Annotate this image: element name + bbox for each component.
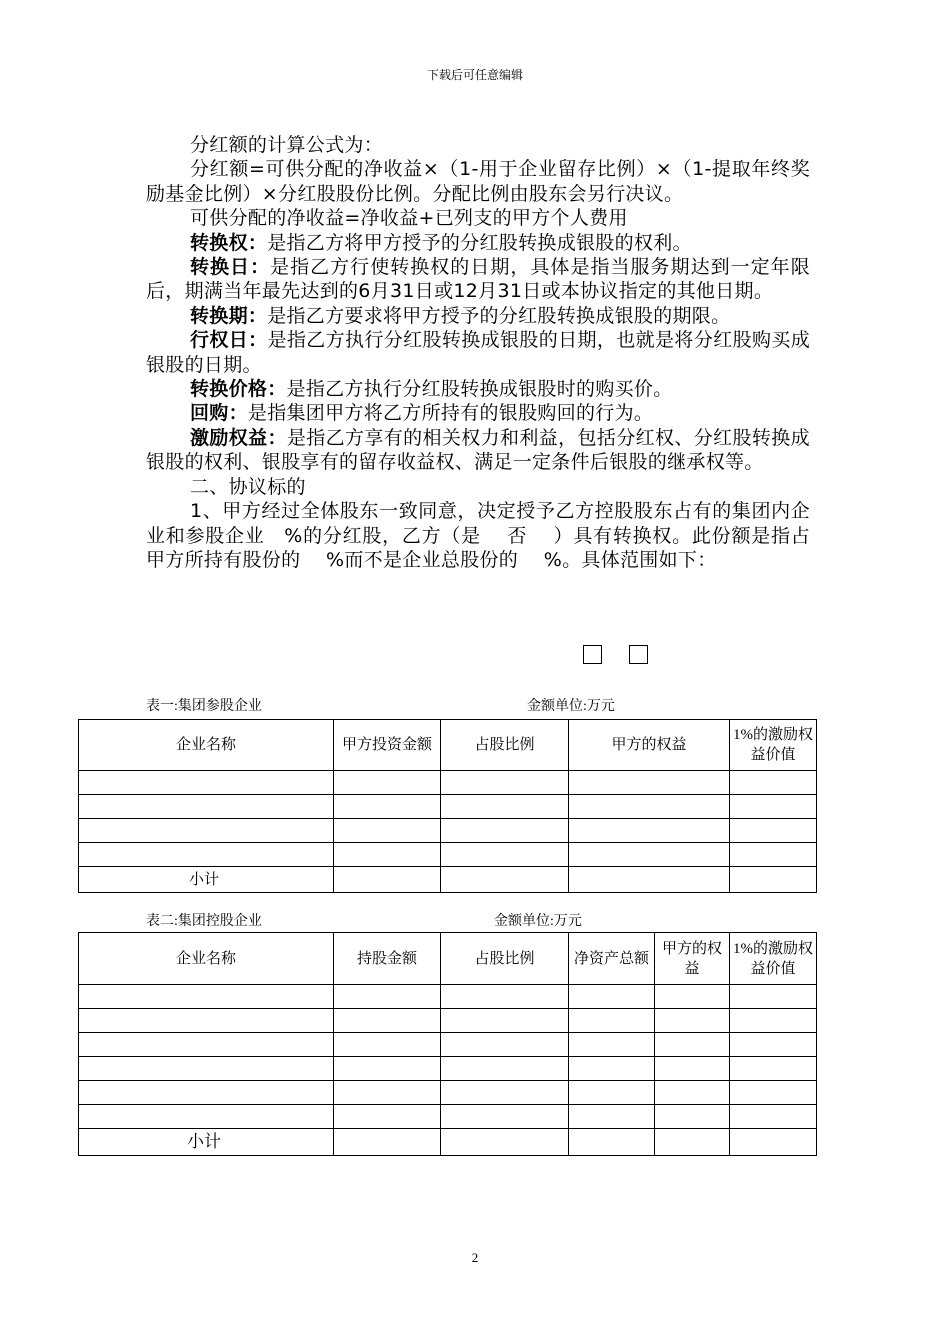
table-row	[79, 843, 817, 867]
table-header-row	[79, 933, 817, 985]
table2-unit: 金额单位:万元	[494, 914, 582, 929]
page-number: 2	[471, 1250, 479, 1265]
paragraph-exercise-date: 行权日：是指乙方执行分红股转换成银股的日期，也就是将分红股购买成银股的日期。	[146, 329, 810, 376]
subtotal-label: 小计	[79, 867, 334, 893]
paragraph-net-income: 可供分配的净收益=净收益+已列支的甲方个人费用	[190, 207, 628, 230]
header-cell: 企业名称	[79, 720, 334, 771]
checkbox-yes[interactable]	[583, 645, 602, 664]
header-cell: 占股比例	[441, 933, 569, 985]
term-conversion-price: 转换价格：	[190, 378, 287, 401]
header-cell: 甲方的权益	[569, 720, 730, 771]
subtotal-row	[79, 867, 817, 893]
document-body	[146, 133, 810, 572]
paragraph-buyback: 回购：是指集团甲方将乙方所持有的银股购回的行为。	[190, 402, 654, 425]
table-row	[79, 1033, 817, 1057]
paragraph-conversion-right: 转换权：是指乙方将甲方授予的分红股转换成银股的权利。	[190, 231, 692, 254]
table-row	[79, 771, 817, 795]
header-cell: 1%的激励权益价值	[730, 933, 817, 985]
paragraph-formula: 分红额=可供分配的净收益×（1-用于企业留存比例）×（1-提取年终奖励基金比例）×分红股股份比例。分配比例由股东会另行决议。	[146, 158, 810, 205]
table-row	[79, 1105, 817, 1129]
header-cell: 1%的激励权益价值	[730, 720, 817, 771]
paragraph-conversion-period: 转换期：是指乙方要求将甲方授予的分红股转换成银股的期限。	[190, 304, 731, 327]
table-row	[79, 1057, 817, 1081]
subtotal-label: 小计	[79, 1129, 334, 1156]
term-incentive-rights: 激励权益：	[190, 426, 287, 449]
table-row	[79, 1009, 817, 1033]
paragraph-incentive-rights: 激励权益：是指乙方享有的相关权力和利益，包括分红权、分红股转换成银股的权利、银股享有的留存收益权、满足一定条件后银股的继承权等。	[146, 426, 810, 474]
header-cell: 净资产总额	[569, 933, 655, 985]
term-conversion-period: 转换期：	[190, 304, 268, 327]
header-cell: 甲方投资金额	[334, 720, 441, 771]
table-header-row	[79, 720, 817, 771]
checkbox-no[interactable]	[629, 645, 648, 664]
section-heading-agreement-subject: 二、协议标的	[190, 475, 306, 498]
header-cell: 甲方的权益	[655, 933, 730, 985]
table1-unit: 金额单位:万元	[527, 699, 615, 714]
table-controlled-enterprises	[78, 932, 817, 1156]
table2-caption: 表二:集团控股企业	[146, 914, 262, 929]
table-row	[79, 795, 817, 819]
paragraph-formula-intro: 分红额的计算公式为：	[190, 134, 384, 156]
term-conversion-date: 转换日：	[190, 256, 271, 279]
term-exercise-date: 行权日：	[190, 329, 268, 352]
table-row	[79, 985, 817, 1009]
term-buyback: 回购：	[190, 402, 248, 425]
table1-caption: 表一:集团参股企业	[146, 699, 262, 714]
paragraph-conversion-date: 转换日：是指乙方行使转换权的日期，具体是指当服务期达到一定年限后，期满当年最先达到的6月31日或12月31日或本协议指定的其他日期。	[146, 256, 810, 303]
page-header: 下载后可任意编辑	[426, 68, 523, 82]
table-row	[79, 1081, 817, 1105]
table-participating-enterprises	[78, 719, 817, 893]
table-row	[79, 819, 817, 843]
subtotal-row	[79, 1129, 817, 1156]
term-conversion-right: 转换权：	[190, 231, 268, 254]
paragraph-conversion-price: 转换价格：是指乙方执行分红股转换成银股时的购买价。	[190, 378, 673, 401]
paragraph-agreement-subject: 1、甲方经过全体股东一致同意，决定授予乙方控股股东占有的集团内企业和参股企业 %的分红股，乙方（是 否 ）具有转换权。此份额是指占甲方所持有股份的 %而不是企业总股份的 %。具体范围如下：	[146, 500, 810, 571]
header-cell: 持股金额	[334, 933, 441, 985]
header-cell: 企业名称	[79, 933, 334, 985]
header-cell: 占股比例	[441, 720, 569, 771]
